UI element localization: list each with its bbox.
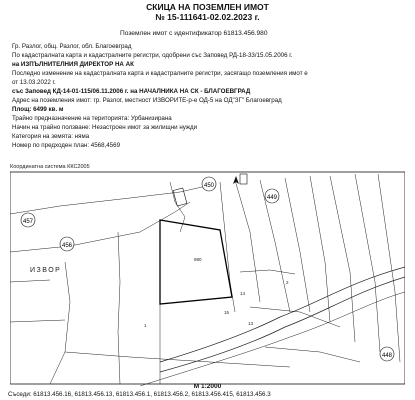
parcel-label-456: 456 [61, 243, 73, 249]
map-drawing [10, 162, 405, 386]
info-line-area: Площ: 6499 кв. м [12, 106, 64, 113]
info-line-change-date: от 13.03.2022 г. [12, 79, 56, 86]
map-scale: М 1:2000 [193, 383, 222, 390]
plot-number-980: 980 [194, 257, 202, 262]
info-line-previous-plan: Номер по предходен план: 4568,4569 [12, 142, 121, 149]
info-line-order: със Заповед КД-14-01-115/06.11.2006 г. на НАЧАЛНИКА НА СК - БЛАГОЕВГРАД [12, 88, 251, 95]
plot-number-14: 14 [240, 291, 246, 296]
info-line-authority: на ИЗПЪЛНИТЕЛНИЯ ДИРЕКТОР НА АК [12, 61, 134, 68]
document-number: № 15-111641-02.02.2023 г. [155, 12, 260, 22]
parcel-label-449: 449 [266, 195, 278, 201]
info-line-location: Гр. Разлог, общ. Разлог, обл. Благоевград [12, 43, 132, 50]
sketch-footer [0, 383, 415, 400]
neighbours-list: Съседи: 61813.456.16, 61813.456.13, 61813.456.1, 61813.456.2, 61813.456.415, 61813.456.3 [8, 391, 271, 398]
parcel-label-448: 448 [381, 353, 393, 359]
sketch-header [0, 0, 415, 162]
info-line-last-change: Последно изменение на кадастралната карта и кадастралните регистри, засягащо поземления имот е [12, 70, 308, 77]
cadastral-map [10, 162, 405, 386]
place-name: ИЗВОР [30, 267, 62, 274]
plot-number-1: 1 [144, 323, 147, 328]
plot-number-2: 2 [286, 280, 289, 285]
plot-number-13: 13 [248, 321, 254, 326]
info-line-category: Категория на земята: няма [12, 133, 90, 140]
coord-system-label: Координатна система ККС2005 [10, 164, 90, 170]
info-line-territory: Трайно предназначение на територията: Урбанизирана [12, 115, 172, 122]
info-line-address: Адрес на поземления имот: гр. Разлог, местност ИЗВОРИТЕ-р-е ОД-5 на ОД"ЗГ" Благоевград [12, 97, 282, 104]
property-identifier: Поземлен имот с идентификатор 61813.456.980 [120, 30, 268, 37]
info-line-approval: По кадастралната карта и кадастралните регистри, одобрени със Заповед РД-18-33/15.05.2006 г. [12, 52, 293, 59]
document-title: СКИЦА НА ПОЗЕМЛЕН ИМОТ [146, 2, 269, 12]
plot-number-15: 15 [224, 310, 230, 315]
parcel-label-457: 457 [22, 219, 34, 225]
parcel-label-450: 450 [203, 183, 215, 189]
info-line-usage: Начин на трайно ползване: Незастроен имот за жилищни нужди [12, 124, 198, 131]
